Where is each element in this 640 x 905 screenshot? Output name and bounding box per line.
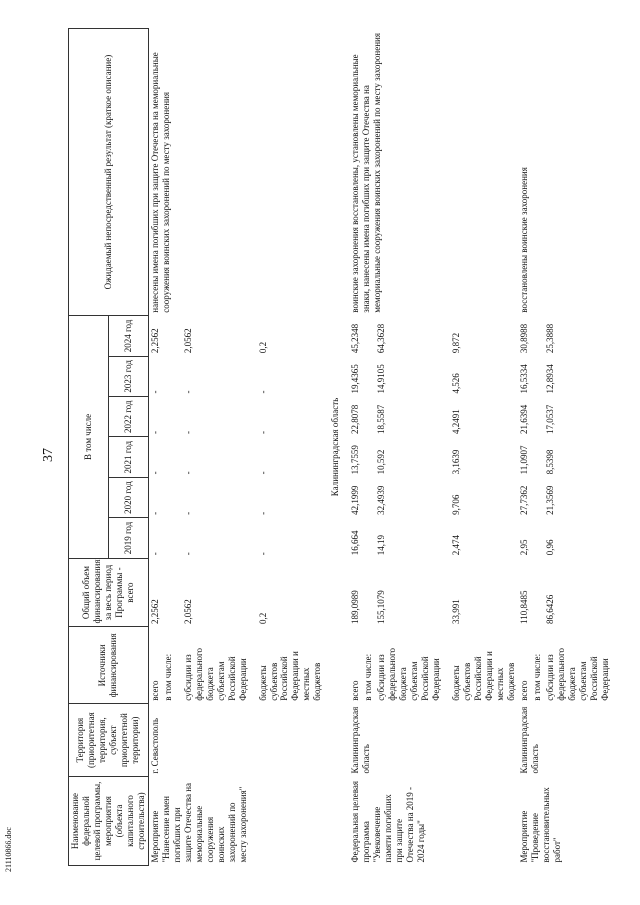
total-cell: 0,2 bbox=[257, 612, 268, 624]
year-cell-2021: 11,0907 bbox=[518, 445, 529, 475]
year-cell-2021: - bbox=[149, 471, 160, 475]
year-cell-2024 bbox=[362, 316, 375, 356]
row-name: Федеральная целевая программа "Увековечение памяти погибших при защите Отечества на 2019 - 2024 годы" bbox=[350, 781, 427, 863]
row-result: восстановлены воинские захоронения bbox=[518, 167, 529, 313]
region-title: Калининградская область bbox=[330, 397, 341, 497]
year-cell-2021: 10,592 bbox=[376, 449, 387, 475]
year-cell-2022: 18,5587 bbox=[376, 404, 387, 434]
year-cell-2019 bbox=[531, 518, 544, 558]
year-cell-2019: 2,474 bbox=[451, 534, 462, 556]
header-including: В том числе bbox=[69, 316, 109, 559]
header-name: Наименование федеральной целевой программы, мероприятия (объекта капитального строительства) bbox=[69, 777, 149, 866]
year-cell-2022: - bbox=[257, 430, 268, 434]
rotated-table-sheet bbox=[68, 28, 610, 866]
source-cell: в том числе: bbox=[363, 653, 374, 701]
year-cell-2020 bbox=[362, 477, 375, 517]
year-cell-2024: 9,872 bbox=[451, 332, 462, 354]
year-cell-2020: - bbox=[149, 511, 160, 515]
header-sources: Источники финансирования bbox=[69, 627, 149, 704]
header-2024: 2024 год bbox=[108, 316, 148, 356]
header-2019: 2019 год bbox=[108, 518, 148, 558]
source-cell: в том числе: bbox=[531, 653, 542, 701]
year-cell-2020: 21,3569 bbox=[544, 485, 555, 515]
year-cell-2023: 12,8934 bbox=[544, 364, 555, 394]
year-cell-2021 bbox=[531, 437, 544, 477]
row-result: нанесены имена погибших при защите Отечества на мемориальные сооружения воинских захоронений по месту захоронения bbox=[149, 52, 171, 313]
header-2020: 2020 год bbox=[108, 477, 148, 517]
year-cell-2024 bbox=[531, 316, 544, 356]
source-cell: субсидии из федерального бюджета субъектам Российской Федерации bbox=[544, 648, 610, 701]
year-cell-2021: 8,5398 bbox=[544, 449, 555, 475]
year-cell-2019: - bbox=[257, 552, 268, 556]
total-cell bbox=[362, 558, 375, 627]
year-cell-2023: - bbox=[257, 390, 268, 394]
year-cell-2019 bbox=[362, 518, 375, 558]
year-cell-2024 bbox=[162, 316, 175, 356]
year-cell-2020: - bbox=[182, 511, 193, 515]
financing-table bbox=[68, 28, 612, 866]
header-total: Общий объем финансирования за весь период Программы - всего bbox=[69, 558, 149, 627]
total-cell bbox=[531, 558, 544, 627]
year-cell-2020: - bbox=[257, 511, 268, 515]
year-cell-2024: 64,3628 bbox=[376, 323, 387, 354]
source-cell: бюджеты субъектов Российской Федерации и местных бюджетов bbox=[257, 651, 323, 701]
year-cell-2023 bbox=[362, 356, 375, 396]
year-cell-2023 bbox=[162, 356, 175, 396]
year-cell-2023: - bbox=[182, 390, 193, 394]
table-row bbox=[518, 29, 531, 866]
year-cell-2022 bbox=[162, 397, 175, 437]
source-cell: субсидии из федерального бюджета субъектам Российской Федерации bbox=[182, 648, 248, 701]
total-cell: 2,0562 bbox=[182, 599, 193, 624]
year-cell-2019: - bbox=[149, 552, 160, 556]
year-cell-2024: 30,8988 bbox=[518, 323, 529, 354]
header-2021: 2021 год bbox=[108, 437, 148, 477]
row-territory: Калининградская область bbox=[350, 706, 372, 774]
year-cell-2021 bbox=[162, 437, 175, 477]
year-cell-2019: 14,19 bbox=[376, 534, 387, 556]
year-cell-2019: 16,664 bbox=[350, 530, 361, 556]
year-cell-2023: 4,526 bbox=[451, 373, 462, 394]
header-result: Ожидаемый непосредственный результат (краткое описание) bbox=[69, 29, 149, 316]
total-cell: 2,2562 bbox=[149, 599, 160, 624]
source-cell: бюджеты субъектов Российской Федерации и местных бюджетов bbox=[451, 651, 516, 701]
total-cell: 33,991 bbox=[451, 599, 462, 624]
row-territory: Калининградская область bbox=[518, 706, 540, 774]
year-cell-2019: 0,96 bbox=[544, 539, 555, 556]
year-cell-2023: 19,4365 bbox=[350, 364, 361, 394]
region-row bbox=[324, 29, 349, 866]
header-territory: Территория (приоритетная территория, субъект приоритетной территории) bbox=[69, 704, 149, 777]
source-cell: в том числе: bbox=[162, 653, 173, 701]
year-cell-2019: 2,95 bbox=[518, 539, 529, 556]
year-cell-2020: 9,706 bbox=[451, 494, 462, 515]
year-cell-2024: 0,2 bbox=[257, 341, 268, 354]
year-cell-2022: 21,6394 bbox=[518, 404, 529, 434]
year-cell-2024: 2,0562 bbox=[182, 328, 193, 354]
year-cell-2024: 45,2348 bbox=[350, 323, 361, 354]
source-cell: всего bbox=[518, 680, 529, 701]
year-cell-2022 bbox=[531, 397, 544, 437]
source-cell: всего bbox=[149, 680, 160, 701]
year-cell-2021: 13,7559 bbox=[350, 445, 361, 475]
year-cell-2023 bbox=[531, 356, 544, 396]
row-name: Мероприятие "Проведение восстановительных работ" bbox=[518, 787, 562, 863]
year-cell-2022: - bbox=[182, 430, 193, 434]
year-cell-2020: 32,4939 bbox=[376, 485, 387, 515]
source-cell: субсидии из федерального бюджета субъектам Российской Федерации bbox=[376, 648, 442, 701]
row-name: Мероприятие "Нанесение имен погибших при защите Отечества на мемориальные сооружения воинских захоронений по месту захоронения" bbox=[149, 782, 248, 863]
table-row bbox=[148, 29, 161, 866]
year-cell-2020: 27,7362 bbox=[518, 485, 529, 515]
year-cell-2022: 17,0537 bbox=[544, 404, 555, 434]
source-cell: всего bbox=[350, 680, 361, 701]
year-cell-2021: 3,1639 bbox=[451, 449, 462, 475]
year-cell-2019 bbox=[162, 518, 175, 558]
year-cell-2021 bbox=[362, 437, 375, 477]
year-cell-2024: 25,3888 bbox=[544, 323, 555, 354]
year-cell-2023: 16,5334 bbox=[518, 364, 529, 394]
year-cell-2019: - bbox=[182, 552, 193, 556]
year-cell-2020: 42,1999 bbox=[350, 485, 361, 515]
year-cell-2022: - bbox=[149, 430, 160, 434]
footer-filename: 21110866.doc bbox=[3, 827, 13, 872]
table-body bbox=[148, 29, 611, 866]
year-cell-2021: - bbox=[257, 471, 268, 475]
row-result: воинские захоронения восстановлены, установлены мемориальные знаки, нанесены имена погибших при защите Отечества на мемориальные сооружения воинских захоронений по месту захоронения bbox=[350, 33, 383, 313]
year-cell-2024: 2,2562 bbox=[149, 328, 160, 354]
year-cell-2022: 22,8078 bbox=[350, 404, 361, 434]
total-cell: 86,6426 bbox=[544, 594, 555, 624]
total-cell bbox=[162, 558, 175, 627]
total-cell: 155,1079 bbox=[376, 590, 387, 624]
row-territory: г. Севастополь bbox=[149, 718, 160, 774]
header-2023: 2023 год bbox=[108, 356, 148, 396]
total-cell: 110,8485 bbox=[518, 590, 529, 624]
year-cell-2023: - bbox=[149, 390, 160, 394]
year-cell-2022 bbox=[362, 397, 375, 437]
page-number: 37 bbox=[41, 448, 56, 462]
year-cell-2021: - bbox=[182, 471, 193, 475]
table-row bbox=[349, 29, 362, 866]
total-cell: 189,0989 bbox=[350, 590, 361, 624]
year-cell-2020 bbox=[162, 477, 175, 517]
year-cell-2022: 4,2491 bbox=[451, 409, 462, 434]
year-cell-2023: 14,9105 bbox=[376, 364, 387, 394]
header-2022: 2022 год bbox=[108, 397, 148, 437]
year-cell-2020 bbox=[531, 477, 544, 517]
